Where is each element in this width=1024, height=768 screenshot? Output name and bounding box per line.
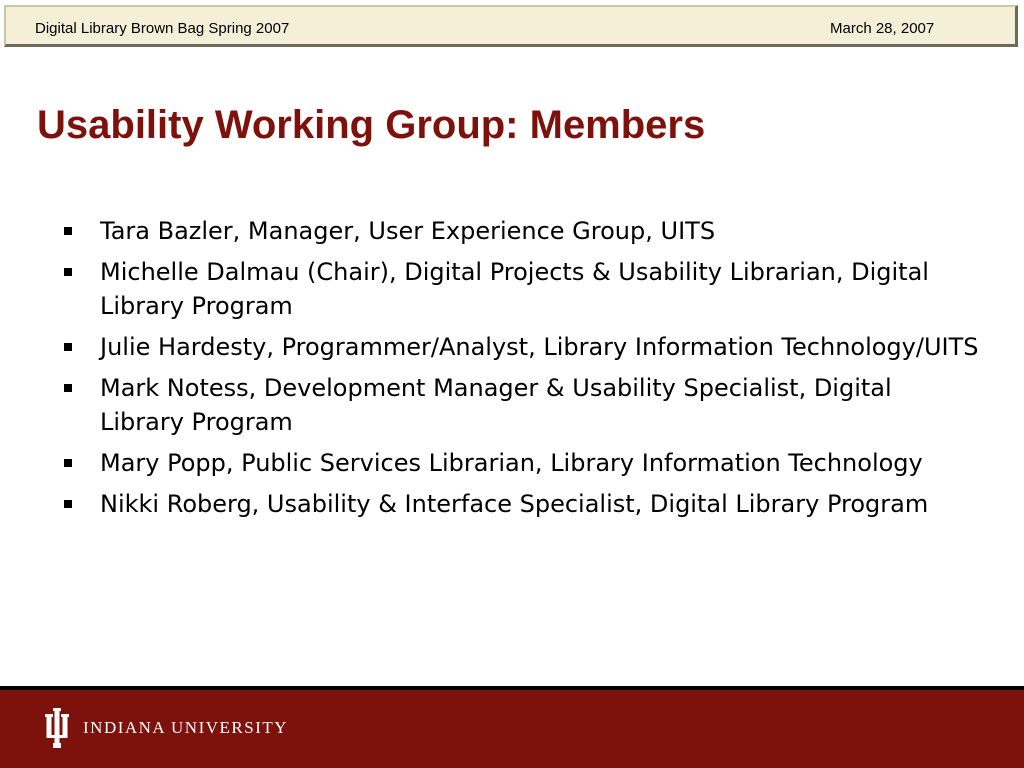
- member-entry: Tara Bazler, Manager, User Experience Group, UITS: [100, 217, 716, 245]
- square-bullet-icon: [64, 343, 72, 351]
- member-list-item: [63, 330, 983, 364]
- member-entry: Michelle Dalmau (Chair), Digital Projects & Usability Librarian, Digital Library Program: [100, 258, 929, 320]
- square-bullet-icon: [64, 500, 72, 508]
- member-entry: Nikki Roberg, Usability & Interface Specialist, Digital Library Program: [100, 490, 929, 518]
- member-list-item: [63, 487, 983, 521]
- square-bullet-icon: [64, 459, 72, 467]
- member-list-item: [63, 255, 983, 323]
- member-entry: Julie Hardesty, Programmer/Analyst, Library Information Technology/UITS: [100, 333, 979, 361]
- member-list: [63, 214, 983, 528]
- university-name: INDIANA UNIVERSITY: [83, 718, 289, 737]
- square-bullet-icon: [64, 227, 72, 235]
- square-bullet-icon: [64, 268, 72, 276]
- member-entry: Mark Notess, Development Manager & Usability Specialist, Digital Library Program: [100, 374, 892, 436]
- member-entry: Mary Popp, Public Services Librarian, Library Information Technology: [100, 449, 923, 477]
- iu-trident-icon: [42, 708, 72, 748]
- member-list-item: [63, 214, 983, 248]
- presentation-event-label: Digital Library Brown Bag Spring 2007: [35, 20, 290, 37]
- member-list-item: [63, 371, 983, 439]
- square-bullet-icon: [64, 384, 72, 392]
- presentation-date: March 28, 2007: [830, 20, 935, 37]
- member-list-item: [63, 446, 983, 480]
- slide-title: Usability Working Group: Members: [37, 103, 706, 147]
